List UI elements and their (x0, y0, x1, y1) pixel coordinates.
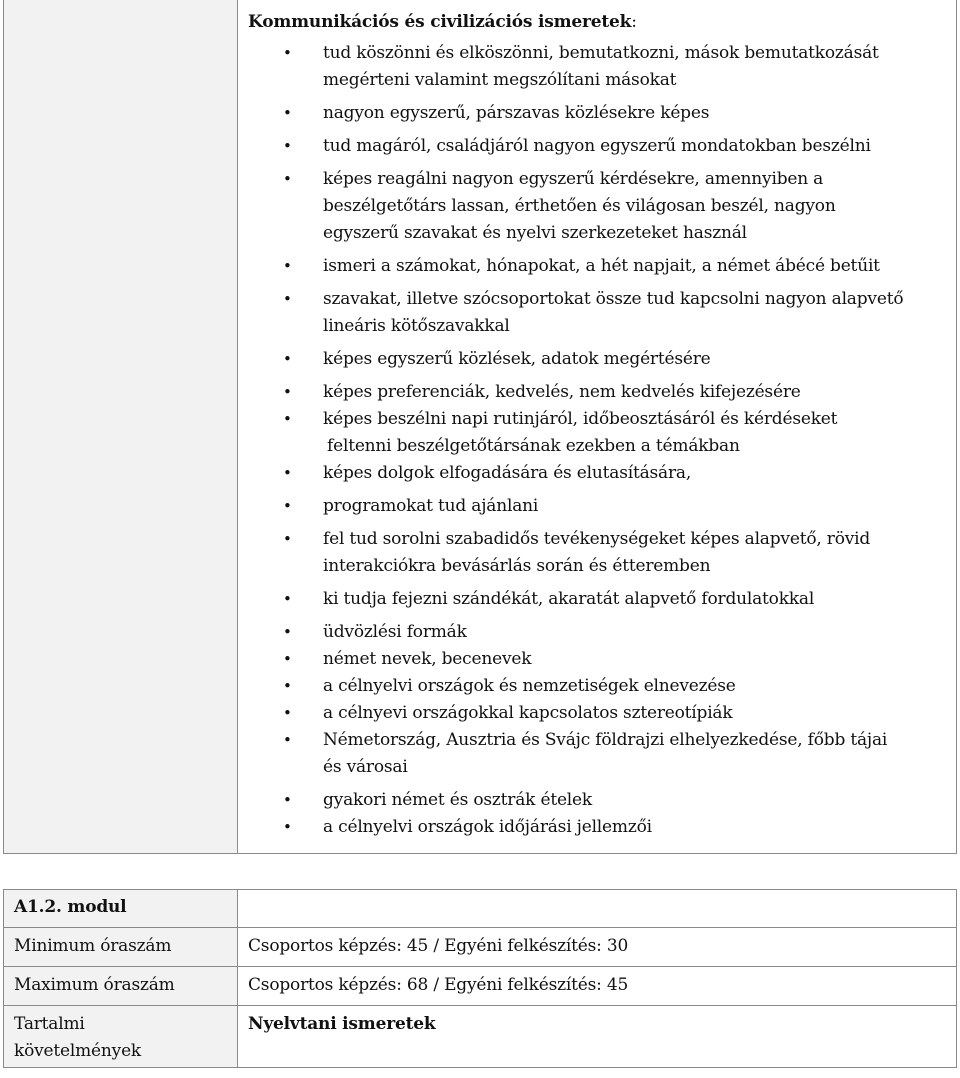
content-requirements-label: Tartalmi követelmények (4, 1006, 238, 1068)
list-item-text: szavakat, illetve szócsoportokat össze tud kapcsolni nagyon alapvető (323, 289, 904, 309)
list-item-text: képes egyszerű közlések, adatok megértésére (323, 349, 711, 369)
list-item-text: képes beszélni napi rutinjáról, időbeosztásáról és kérdéseket (323, 409, 838, 429)
list-item-text: tud köszönni és elköszönni, bemutatkozni, mások bemutatkozását (323, 43, 879, 63)
bullet-icon: • (283, 818, 292, 836)
module-title: A1.2. modul (4, 890, 238, 928)
max-hours-label: Maximum óraszám (4, 967, 238, 1006)
list-item-text: tud magáról, családjáról nagyon egyszerű mondatokban beszélni (323, 136, 871, 156)
max-hours-row (4, 967, 957, 1006)
list-item (248, 646, 948, 673)
list-item (248, 787, 948, 814)
list-item-text: német nevek, becenevek (323, 649, 532, 669)
min-hours-label: Minimum óraszám (4, 928, 238, 967)
list-item (248, 100, 948, 127)
section-heading: Kommunikációs és civilizációs ismeretek: (248, 12, 637, 32)
list-item-text: a célnyelvi országok időjárási jellemzői (323, 817, 652, 837)
competence-list (248, 40, 948, 841)
list-item-text: képes preferenciák, kedvelés, nem kedvelés kifejezésére (323, 382, 801, 402)
list-item-text: interakciókra bevásárlás során és étteremben (323, 556, 711, 576)
competence-table-label-cell (4, 0, 238, 853)
list-item-text: megérteni valamint megszólítani másokat (323, 70, 677, 90)
bullet-icon: • (283, 497, 292, 515)
list-item-text: feltenni beszélgetőtársának ezekben a témákban (327, 436, 740, 456)
list-item-text: képes reagálni nagyon egyszerű kérdésekre, amennyiben a (323, 169, 824, 189)
bullet-icon: • (283, 650, 292, 668)
bullet-icon: • (283, 170, 292, 188)
list-item (248, 700, 948, 727)
list-item (248, 40, 948, 94)
list-item-text: ki tudja fejezni szándékát, akaratát alapvető fordulatokkal (323, 589, 815, 609)
list-item-text: nagyon egyszerű, párszavas közlésekre képes (323, 103, 710, 123)
list-item (248, 253, 948, 280)
bullet-icon: • (283, 623, 292, 641)
list-item-text: a célnyevi országokkal kapcsolatos sztereotípiák (323, 703, 733, 723)
list-item-text: beszélgetőtárs lassan, érthetően és világosan beszél, nagyon (323, 196, 836, 216)
bullet-icon: • (283, 44, 292, 62)
list-item-text: Németország, Ausztria és Svájc földrajzi elhelyezkedése, főbb tájai (323, 730, 888, 750)
list-item (248, 286, 948, 340)
bullet-icon: • (283, 383, 292, 401)
list-item (248, 460, 948, 487)
bullet-icon: • (283, 791, 292, 809)
list-item-text: programokat tud ajánlani (323, 496, 539, 516)
competence-table (3, 0, 957, 854)
bullet-icon: • (283, 530, 292, 548)
list-item (248, 379, 948, 406)
bullet-icon: • (283, 677, 292, 695)
list-item (248, 346, 948, 373)
list-item-text: egyszerű szavakat és nyelvi szerkezeteket használ (323, 223, 747, 243)
bullet-icon: • (283, 104, 292, 122)
list-item-text: a célnyelvi országok és nemzetiségek elnevezése (323, 676, 736, 696)
list-item-text: képes dolgok elfogadására és elutasítására, (323, 463, 692, 483)
bullet-icon: • (283, 257, 292, 275)
list-item (248, 619, 948, 646)
bullet-icon: • (283, 290, 292, 308)
min-hours-value: Csoportos képzés: 45 / Egyéni felkészítés: 30 (238, 928, 957, 967)
competence-table-content-cell (248, 11, 948, 841)
module-title-empty-cell (238, 890, 957, 928)
module-title-row (4, 890, 957, 928)
list-item-text: fel tud sorolni szabadidős tevékenységeket képes alapvető, rövid (323, 529, 871, 549)
list-item (248, 727, 948, 781)
list-item-text: gyakori német és osztrák ételek (323, 790, 593, 810)
bullet-icon: • (283, 704, 292, 722)
list-item-text: és városai (323, 757, 408, 777)
module-table (3, 889, 957, 1068)
list-item-text: üdvözlési formák (323, 622, 467, 642)
content-requirements-row (4, 1006, 957, 1068)
list-item (248, 133, 948, 160)
list-item (248, 166, 948, 247)
content-requirements-value: Nyelvtani ismeretek (238, 1006, 957, 1068)
bullet-icon: • (283, 590, 292, 608)
list-item (248, 526, 948, 580)
max-hours-value: Csoportos képzés: 68 / Egyéni felkészítés: 45 (238, 967, 957, 1006)
list-item-text: ismeri a számokat, hónapokat, a hét napjait, a német ábécé betűit (323, 256, 880, 276)
list-item (248, 493, 948, 520)
list-item (248, 673, 948, 700)
bullet-icon: • (283, 137, 292, 155)
bullet-icon: • (283, 731, 292, 749)
bullet-icon: • (283, 350, 292, 368)
bullet-icon: • (283, 410, 292, 428)
bullet-icon: • (283, 464, 292, 482)
list-item-text: lineáris kötőszavakkal (323, 316, 510, 336)
min-hours-row (4, 928, 957, 967)
list-item (248, 586, 948, 613)
list-item (248, 814, 948, 841)
list-item (248, 406, 948, 460)
